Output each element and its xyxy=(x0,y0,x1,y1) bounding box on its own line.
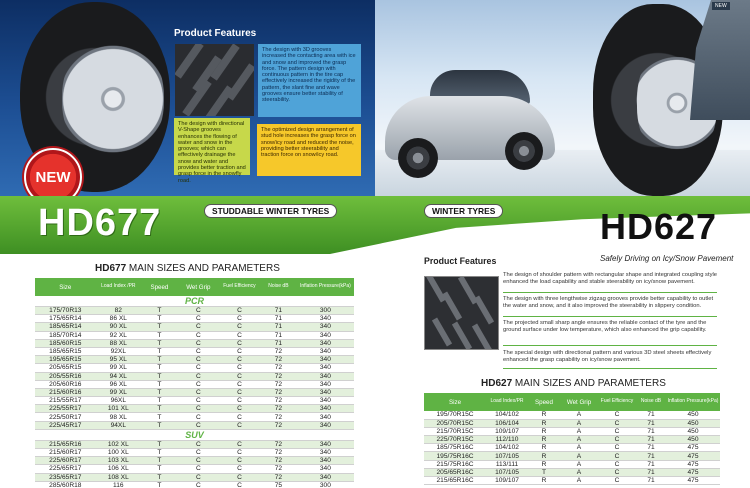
hd627-size-table xyxy=(424,393,720,485)
table-cell: 175/65R14 xyxy=(35,315,96,323)
table-cell: C xyxy=(178,421,219,429)
table-cell: 205/60R16 xyxy=(35,380,96,388)
col-noise: Noise dB xyxy=(636,393,666,411)
table-cell: C xyxy=(598,444,636,452)
table-cell: 450 xyxy=(666,436,720,444)
table-cell: C xyxy=(219,481,260,488)
col-inflation: Inflation Pressure(kPa) xyxy=(666,393,720,411)
table-cell: 72 xyxy=(260,465,297,473)
table-cell: T xyxy=(141,465,178,473)
table-cell: 72 xyxy=(260,405,297,413)
table-cell: C xyxy=(598,427,636,435)
table-row xyxy=(35,465,354,473)
table-cell: 300 xyxy=(297,481,354,488)
studdable-winter-tyres-label: STUDDABLE WINTER TYRES xyxy=(204,204,337,218)
table-cell: 72 xyxy=(260,380,297,388)
table-cell: R xyxy=(528,460,560,468)
table-section-label: PCR xyxy=(35,296,354,307)
hd627-tread-image xyxy=(424,276,499,350)
table-cell: 72 xyxy=(260,457,297,465)
table-cell: 225/55R17 xyxy=(35,405,96,413)
winter-tyres-label: WINTER TYRES xyxy=(424,204,503,218)
table-cell: 88 XL xyxy=(96,339,141,347)
table-header-row xyxy=(35,278,354,296)
table-cell: 195/75R16C xyxy=(424,452,486,460)
table-cell: 215/65R16C xyxy=(424,477,486,485)
table-row xyxy=(424,477,720,485)
table-cell: 475 xyxy=(666,444,720,452)
table-cell: 72 xyxy=(260,397,297,405)
table-cell: 215/55R17 xyxy=(35,397,96,405)
table-cell: 92XL xyxy=(96,347,141,355)
table-row xyxy=(424,411,720,419)
table-cell: 72 xyxy=(260,413,297,421)
table-cell: 340 xyxy=(297,339,354,347)
feature-box-v-shape: The design with directional V-Shape grooves enhances the flowing of water and snow in the grooves; which can effectively drainage the snow and water and provides better traction and grasp force in the snowfly road. xyxy=(174,118,250,175)
hd627-heading-rest: MAIN SIZES AND PARAMETERS xyxy=(512,378,666,389)
table-cell: C xyxy=(219,372,260,380)
table-cell: 101 XL xyxy=(96,405,141,413)
table-cell: R xyxy=(528,444,560,452)
table-cell: 72 xyxy=(260,449,297,457)
table-cell: T xyxy=(141,339,178,347)
table-cell: 112/110 xyxy=(486,436,528,444)
car-wheel-front xyxy=(398,138,438,178)
table-row xyxy=(424,427,720,435)
table-row xyxy=(35,440,354,448)
feature-text-shoulder: The design of shoulder pattern with rectangular shape and integrated coupling style enhanced the load capability and stable steerability on icy/snow pavement. xyxy=(503,272,717,285)
table-cell: 225/60R17 xyxy=(35,457,96,465)
table-cell: C xyxy=(598,477,636,485)
table-cell: 340 xyxy=(297,380,354,388)
table-cell: 205/65R15 xyxy=(35,364,96,372)
table-cell: C xyxy=(178,388,219,396)
table-cell: T xyxy=(141,397,178,405)
table-cell: C xyxy=(178,347,219,355)
table-cell: A xyxy=(560,427,598,435)
table-cell: 340 xyxy=(297,315,354,323)
table-cell: C xyxy=(219,347,260,355)
table-cell: A xyxy=(560,468,598,476)
table-cell: 96 XL xyxy=(96,380,141,388)
hd677-size-table xyxy=(35,278,354,488)
table-cell: C xyxy=(598,452,636,460)
table-cell: A xyxy=(560,411,598,419)
hd627-heading-model: HD627 xyxy=(481,378,513,389)
col-size: Size xyxy=(424,393,486,411)
col-wet-grip: Wet Grip xyxy=(560,393,598,411)
table-row xyxy=(35,388,354,396)
table-cell: 72 xyxy=(260,440,297,448)
table-row xyxy=(35,457,354,465)
table-cell: C xyxy=(178,465,219,473)
table-header-row xyxy=(424,393,720,411)
feature-divider xyxy=(503,292,717,293)
hd627-table-heading xyxy=(481,378,666,389)
table-cell: R xyxy=(528,436,560,444)
table-cell: 92 XL xyxy=(96,331,141,339)
table-cell: 108 XL xyxy=(96,473,141,481)
col-wet-grip: Wet Grip xyxy=(178,278,219,296)
table-cell: 340 xyxy=(297,421,354,429)
table-cell: C xyxy=(178,339,219,347)
table-row xyxy=(35,405,354,413)
table-cell: C xyxy=(219,449,260,457)
table-cell: 205/65R16C xyxy=(424,468,486,476)
table-cell: C xyxy=(178,397,219,405)
table-cell: 215/65R16 xyxy=(35,440,96,448)
hd677-rim-image xyxy=(62,34,164,164)
table-cell: C xyxy=(598,436,636,444)
table-cell: 475 xyxy=(666,477,720,485)
table-cell: 215/60R16 xyxy=(35,388,96,396)
table-cell: C xyxy=(178,307,219,315)
table-cell: 71 xyxy=(260,323,297,331)
table-cell: 340 xyxy=(297,364,354,372)
col-size: Size xyxy=(35,278,96,296)
table-row xyxy=(424,468,720,476)
table-row xyxy=(35,397,354,405)
table-cell: R xyxy=(528,477,560,485)
table-cell: 215/60R17 xyxy=(35,449,96,457)
table-cell: T xyxy=(141,388,178,396)
table-cell: 71 xyxy=(636,411,666,419)
table-cell: 72 xyxy=(260,473,297,481)
product-features-title: Product Features xyxy=(174,28,257,39)
table-cell: 340 xyxy=(297,457,354,465)
hd627-product-features-title: Product Features xyxy=(424,256,497,266)
table-cell: C xyxy=(219,421,260,429)
table-row xyxy=(35,372,354,380)
table-cell: T xyxy=(141,473,178,481)
table-cell: C xyxy=(219,380,260,388)
table-cell: T xyxy=(141,372,178,380)
table-cell: T xyxy=(141,307,178,315)
table-cell: C xyxy=(178,413,219,421)
table-row xyxy=(35,323,354,331)
table-cell: C xyxy=(219,388,260,396)
table-cell: 96XL xyxy=(96,397,141,405)
table-cell: C xyxy=(219,440,260,448)
table-cell: 100 XL xyxy=(96,449,141,457)
table-cell: T xyxy=(141,405,178,413)
table-cell: 340 xyxy=(297,440,354,448)
table-cell: T xyxy=(528,468,560,476)
table-cell: 300 xyxy=(297,307,354,315)
table-cell: 340 xyxy=(297,473,354,481)
table-cell: T xyxy=(141,364,178,372)
table-cell: 94XL xyxy=(96,421,141,429)
table-cell: C xyxy=(219,323,260,331)
table-cell: 71 xyxy=(260,315,297,323)
table-cell: 99 XL xyxy=(96,388,141,396)
table-cell: 450 xyxy=(666,419,720,427)
feature-divider xyxy=(503,368,717,369)
table-cell: 107/105 xyxy=(486,452,528,460)
table-cell: C xyxy=(178,380,219,388)
ship-tag: NEW xyxy=(712,2,730,10)
table-cell: C xyxy=(178,331,219,339)
table-cell: 175/70R13 xyxy=(35,307,96,315)
table-cell: A xyxy=(560,477,598,485)
table-cell: 72 xyxy=(260,388,297,396)
table-cell: 450 xyxy=(666,427,720,435)
table-cell: T xyxy=(141,413,178,421)
table-row xyxy=(35,481,354,488)
table-cell: 116 xyxy=(96,481,141,488)
table-cell: 102 XL xyxy=(96,440,141,448)
table-row xyxy=(35,421,354,429)
table-cell: 340 xyxy=(297,372,354,380)
table-cell: T xyxy=(141,421,178,429)
table-cell: 205/70R15C xyxy=(424,419,486,427)
table-cell: 71 xyxy=(636,436,666,444)
table-cell: C xyxy=(219,339,260,347)
table-cell: A xyxy=(560,436,598,444)
table-cell: C xyxy=(598,419,636,427)
table-cell: 185/60R15 xyxy=(35,339,96,347)
col-fuel-efficiency: Fuel Efficiency xyxy=(598,393,636,411)
table-row xyxy=(424,452,720,460)
table-cell: R xyxy=(528,411,560,419)
table-cell: 340 xyxy=(297,413,354,421)
table-cell: C xyxy=(598,460,636,468)
table-cell: 82 xyxy=(96,307,141,315)
table-cell: 205/55R16 xyxy=(35,372,96,380)
col-inflation: Inflation Pressure(kPa) xyxy=(297,278,354,296)
table-cell: 185/75R16C xyxy=(424,444,486,452)
table-cell: 103 XL xyxy=(96,457,141,465)
table-cell: C xyxy=(219,397,260,405)
table-cell: A xyxy=(560,444,598,452)
table-cell: 109/107 xyxy=(486,427,528,435)
table-cell: 94 XL xyxy=(96,372,141,380)
hd677-heading-rest: MAIN SIZES AND PARAMETERS xyxy=(126,263,280,274)
table-row xyxy=(424,444,720,452)
table-cell: 71 xyxy=(636,460,666,468)
table-cell: 285/60R18 xyxy=(35,481,96,488)
table-cell: 104/102 xyxy=(486,411,528,419)
table-cell: 71 xyxy=(260,331,297,339)
table-cell: 71 xyxy=(636,477,666,485)
table-cell: 450 xyxy=(666,411,720,419)
feature-text-directional: The special design with directional pattern and various 3D steel sheets effectively enhanced the grasp capability on icy/snow pavement. xyxy=(503,350,712,363)
table-cell: A xyxy=(560,460,598,468)
table-cell: 340 xyxy=(297,331,354,339)
table-row xyxy=(35,315,354,323)
table-cell: C xyxy=(219,473,260,481)
table-cell: T xyxy=(141,347,178,355)
feature-box-3d-grooves: The design with 3D grooves increased the contacting area with ice and snow and improved the grasp force. The pattern design with continuous pattern in the tire cap effectively increased the rigidity of the pattern, the slant fine and wave grooves ensure better stability of steerability. xyxy=(258,44,361,117)
table-cell: A xyxy=(560,419,598,427)
table-cell: C xyxy=(219,457,260,465)
table-cell: 225/50R17 xyxy=(35,413,96,421)
table-cell: 71 xyxy=(260,307,297,315)
feature-text-zigzag: The design with three lengthwise zigzag grooves provide better capability to outlet the water and snow, and it also improved the steerability in slippery condition. xyxy=(503,296,714,309)
table-cell: 106/104 xyxy=(486,419,528,427)
table-cell: 86 XL xyxy=(96,315,141,323)
table-cell: A xyxy=(560,452,598,460)
table-cell: C xyxy=(219,413,260,421)
table-cell: C xyxy=(598,411,636,419)
table-cell: T xyxy=(141,481,178,488)
table-cell: 185/65R14 xyxy=(35,323,96,331)
table-cell: 107/105 xyxy=(486,468,528,476)
col-speed: Speed xyxy=(528,393,560,411)
table-row xyxy=(35,473,354,481)
table-cell: 71 xyxy=(260,339,297,347)
table-cell: 71 xyxy=(636,444,666,452)
table-cell: 106 XL xyxy=(96,465,141,473)
table-cell: 75 xyxy=(260,481,297,488)
table-cell: 71 xyxy=(636,419,666,427)
table-cell: 185/70R14 xyxy=(35,331,96,339)
table-cell: R xyxy=(528,419,560,427)
table-cell: 340 xyxy=(297,347,354,355)
table-cell: 71 xyxy=(636,468,666,476)
car-wheel-rear xyxy=(505,132,543,170)
table-row xyxy=(424,436,720,444)
table-cell: C xyxy=(178,481,219,488)
table-cell: 340 xyxy=(297,465,354,473)
table-cell: 71 xyxy=(636,427,666,435)
table-cell: 195/70R15C xyxy=(424,411,486,419)
table-row xyxy=(35,339,354,347)
table-cell: 340 xyxy=(297,405,354,413)
table-cell: 215/70R15C xyxy=(424,427,486,435)
table-row xyxy=(424,419,720,427)
table-cell: 104/102 xyxy=(486,444,528,452)
table-cell: 90 XL xyxy=(96,323,141,331)
table-section-row xyxy=(35,296,354,307)
table-row xyxy=(35,413,354,421)
table-cell: C xyxy=(598,468,636,476)
table-cell: T xyxy=(141,449,178,457)
feature-divider xyxy=(503,316,717,317)
hd677-model-title: HD677 xyxy=(38,202,162,244)
table-cell: 72 xyxy=(260,421,297,429)
table-cell: T xyxy=(141,315,178,323)
table-cell: C xyxy=(219,405,260,413)
feature-text-sharp-angle: The projected small sharp angle ensures the reliable contact of the tyre and the ground surface under low temperature, which also enhanced the grip capability. xyxy=(503,320,707,333)
table-cell: C xyxy=(178,440,219,448)
table-cell: T xyxy=(141,323,178,331)
table-cell: 225/70R15C xyxy=(424,436,486,444)
table-cell: T xyxy=(141,457,178,465)
table-cell: T xyxy=(141,356,178,364)
table-cell: 71 xyxy=(636,452,666,460)
table-cell: 109/107 xyxy=(486,477,528,485)
table-cell: C xyxy=(219,356,260,364)
table-cell: 95 XL xyxy=(96,356,141,364)
table-cell: 225/45R17 xyxy=(35,421,96,429)
table-cell: T xyxy=(141,440,178,448)
table-cell: 340 xyxy=(297,356,354,364)
table-row xyxy=(35,331,354,339)
tread-pattern-image xyxy=(175,44,254,116)
table-row xyxy=(424,460,720,468)
table-row xyxy=(35,347,354,355)
table-cell: C xyxy=(178,457,219,465)
table-cell: 195/65R15 xyxy=(35,356,96,364)
col-noise: Noise dB xyxy=(260,278,297,296)
table-cell: C xyxy=(178,372,219,380)
table-cell: 340 xyxy=(297,449,354,457)
table-cell: 72 xyxy=(260,372,297,380)
table-section-label: SUV xyxy=(35,429,354,440)
table-cell: 340 xyxy=(297,323,354,331)
table-cell: 98 XL xyxy=(96,413,141,421)
table-cell: C xyxy=(178,315,219,323)
table-row xyxy=(35,307,354,315)
hd627-model-title: HD627 xyxy=(600,206,718,247)
table-cell: 72 xyxy=(260,364,297,372)
new-badge: NEW xyxy=(24,148,82,206)
col-fuel-efficiency: Fuel Efficiency xyxy=(219,278,260,296)
hd677-table-heading xyxy=(95,263,280,274)
table-cell: R xyxy=(528,452,560,460)
table-cell: C xyxy=(178,323,219,331)
col-speed: Speed xyxy=(141,278,178,296)
table-cell: C xyxy=(219,364,260,372)
table-row xyxy=(35,380,354,388)
table-cell: 215/75R16C xyxy=(424,460,486,468)
table-cell: C xyxy=(219,315,260,323)
table-cell: C xyxy=(178,405,219,413)
table-cell: C xyxy=(178,473,219,481)
table-cell: R xyxy=(528,427,560,435)
table-cell: 185/65R15 xyxy=(35,347,96,355)
table-cell: C xyxy=(219,331,260,339)
table-cell: C xyxy=(178,449,219,457)
table-section-row xyxy=(35,429,354,440)
hd627-tagline: Safely Driving on Icy/Snow Pavement xyxy=(600,254,734,263)
table-cell: 475 xyxy=(666,468,720,476)
table-cell: 99 XL xyxy=(96,364,141,372)
table-cell: C xyxy=(219,307,260,315)
table-cell: 340 xyxy=(297,397,354,405)
feature-divider xyxy=(503,345,717,346)
col-load-index: Load Index/PR xyxy=(486,393,528,411)
table-cell: 72 xyxy=(260,347,297,355)
feature-box-stud-hole: The optimized design arrangement of stud hole increases the grasp force on snow/icy road and reduced the noise, providing better steerability and traction force on snow/icy road. xyxy=(257,124,361,176)
table-cell: 475 xyxy=(666,460,720,468)
table-row xyxy=(35,356,354,364)
col-load-index: Load Index /PR xyxy=(96,278,141,296)
table-cell: 340 xyxy=(297,388,354,396)
table-cell: T xyxy=(141,331,178,339)
table-row xyxy=(35,364,354,372)
table-cell: T xyxy=(141,380,178,388)
table-cell: 225/65R17 xyxy=(35,465,96,473)
table-cell: 475 xyxy=(666,452,720,460)
hd677-heading-model: HD677 xyxy=(95,263,127,274)
table-cell: C xyxy=(219,465,260,473)
table-row xyxy=(35,449,354,457)
table-cell: 72 xyxy=(260,356,297,364)
table-cell: C xyxy=(178,356,219,364)
table-cell: 235/65R17 xyxy=(35,473,96,481)
table-cell: 113/111 xyxy=(486,460,528,468)
table-cell: C xyxy=(178,364,219,372)
